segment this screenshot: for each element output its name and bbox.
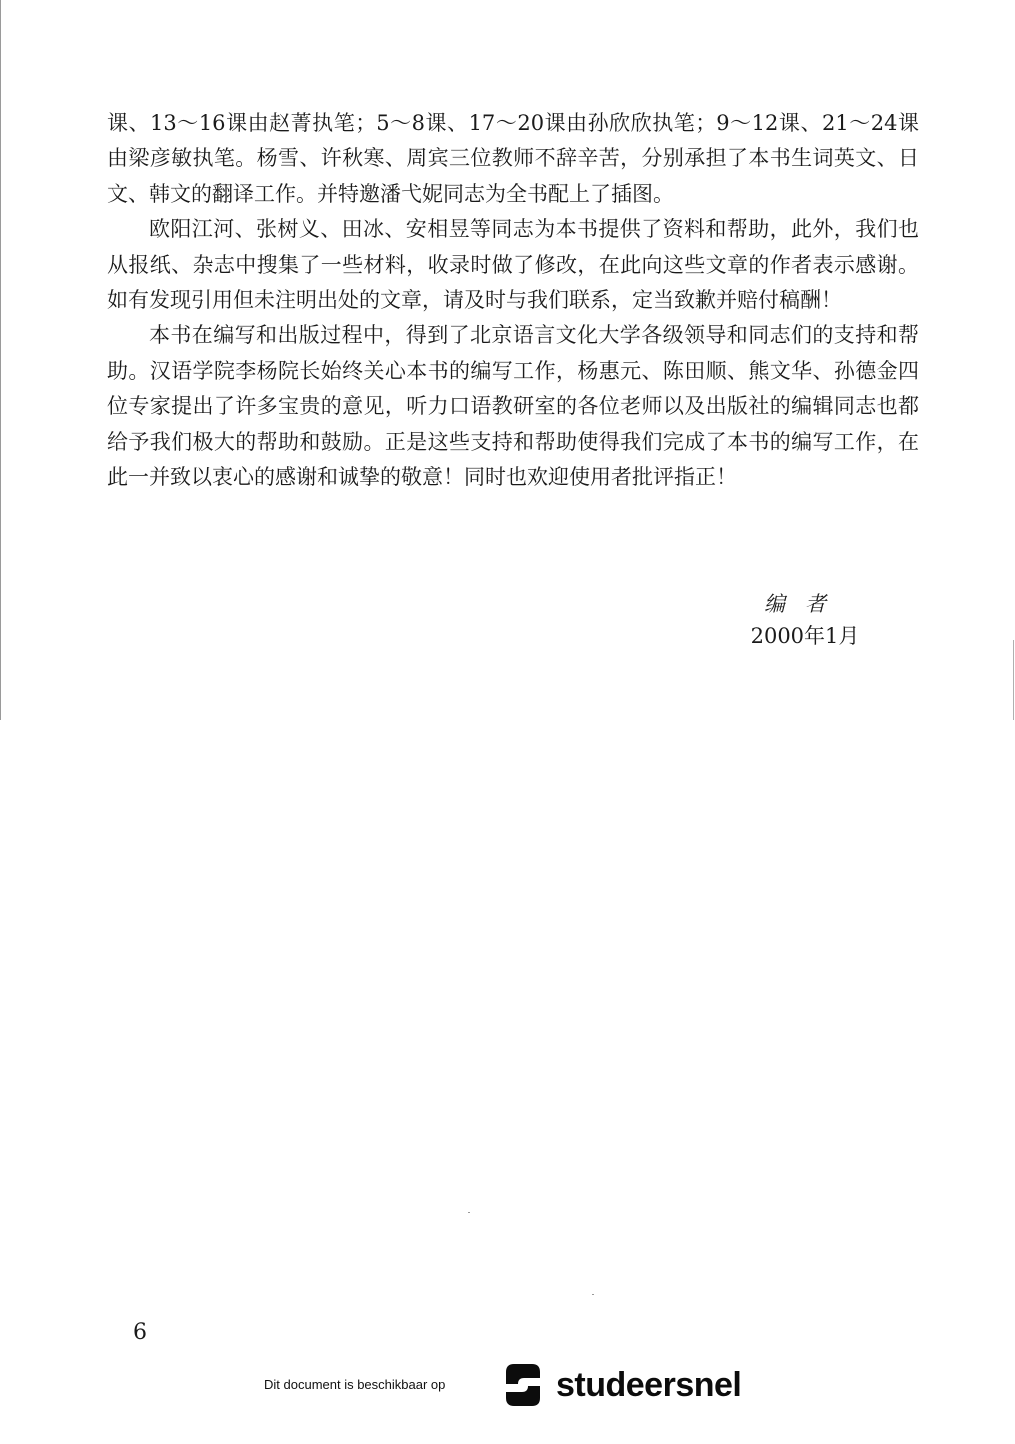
document-body: [107, 106, 919, 495]
footer-availability-note: Dit document is beschikbaar op: [264, 1377, 446, 1392]
paragraph: 课、13～16课由赵菁执笔；5～8课、17～20课由孙欣欣执笔；9～12课、21～24课由梁彦敏执笔。杨雪、许秋寒、周宾三位教师不辞辛苦，分别承担了本书生词英文、日文、韩文的翻译工作。并特邀潘弋妮同志为全书配上了插图。: [107, 111, 919, 206]
page-number: 6: [133, 1320, 147, 1345]
signature-date: 2000年1月: [750, 624, 860, 648]
paragraph: 欧阳江河、张树义、田冰、安相昱等同志为本书提供了资料和帮助，此外，我们也从报纸、杂志中搜集了一些材料，收录时做了修改，在此向这些文章的作者表示感谢。如有发现引用但未注明出处的文章，请及时与我们联系，定当致歉并赔付稿酬！: [107, 217, 919, 313]
page-edge-line: [0, 0, 1, 720]
studeersnel-brand-link[interactable]: [498, 1360, 741, 1410]
paragraph: 本书在编写和出版过程中，得到了北京语言文化大学各级领导和同志们的支持和帮助。汉语学院李杨院长始终关心本书的编写工作，杨惠元、陈田顺、熊文华、孙德金四位专家提出了许多宝贵的意见，听力口语教研室的各位老师以及出版社的编辑同志也都给予我们极大的帮助和鼓励。正是这些支持和帮助使得我们完成了本书的编写工作，在此一并致以衷心的感谢和诚挚的敬意！同时也欢迎使用者批评指正！: [107, 323, 919, 490]
scan-speck: [468, 1212, 470, 1213]
studeersnel-wordmark: studeersnel: [556, 1365, 742, 1404]
signature-author: 编者: [764, 592, 846, 616]
studeersnel-logo-icon: [498, 1360, 548, 1410]
signature-block: [730, 588, 880, 652]
scan-speck: [592, 1294, 594, 1295]
page-edge-line: [1013, 640, 1014, 720]
